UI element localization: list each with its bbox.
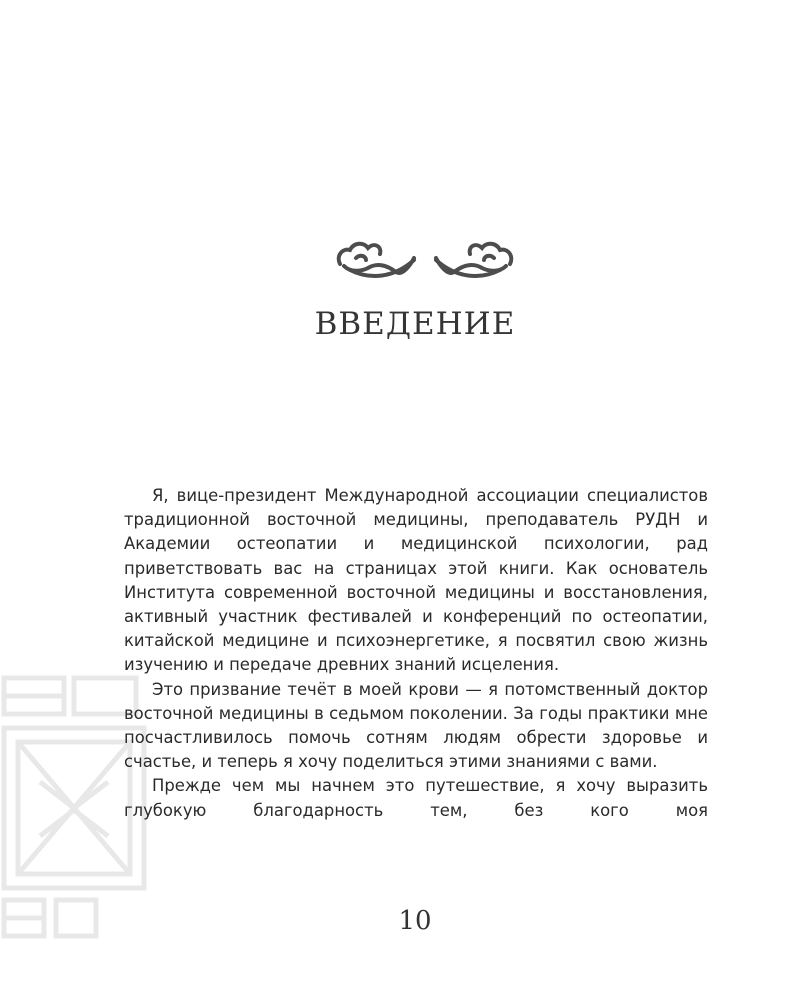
cloud-scroll-ornament-icon	[330, 236, 520, 282]
page-number: 10	[398, 906, 432, 936]
chapter-title: ВВЕДЕНИЕ	[314, 306, 516, 342]
paragraph-1: Я, вице-президент Международной ассоциации специалистов традиционной восточной медицины, преподаватель РУДН и Академии остеопатии и медицинской психологии, рад приветствовать вас на страницах этой книги. Как основатель Института современной восточной медицины и восстановления, активный участник фестивалей и конференций по остеопатии, китайской медицине и психоэнергетике, я посвятил свою жизнь изучению и передаче древних знаний исцеления.	[124, 486, 708, 675]
paragraph-2: Это призвание течёт в моей крови — я потомственный доктор восточной медицины в седьмом поколении. За годы практики мне посчастливилось помочь сотням людям обрести здоровье и счастье, и теперь я хочу поделиться этими знаниями с вами.	[124, 679, 708, 772]
body-text	[124, 484, 708, 823]
paragraph-3: Прежде чем мы начнем это путешествие, я хочу выразить глубокую благодарность тем, без кого моя	[124, 776, 708, 820]
